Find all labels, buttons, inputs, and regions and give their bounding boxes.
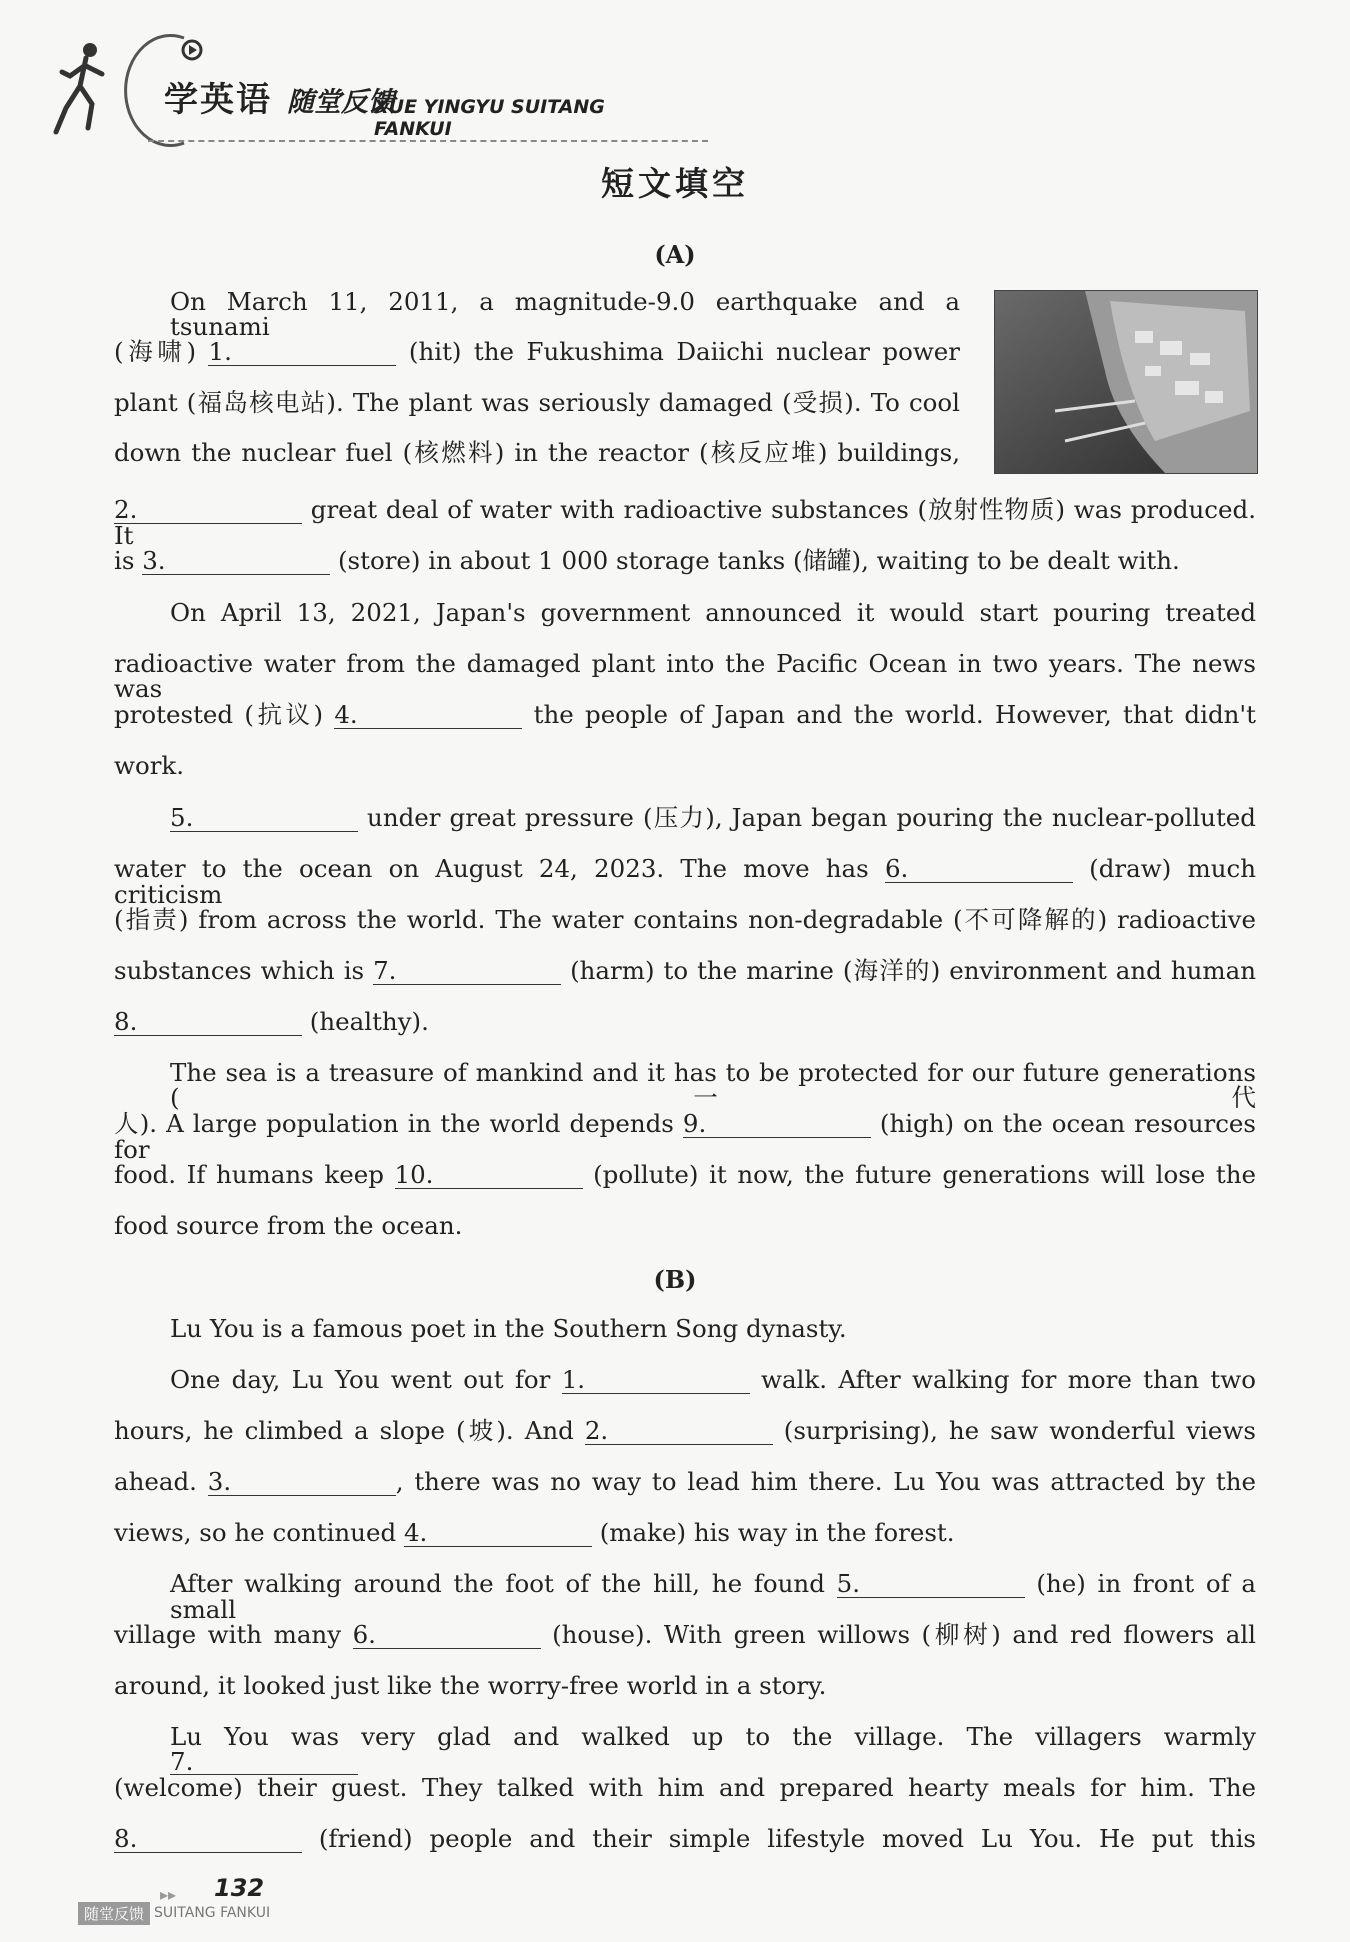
header-title-cn: 学英语: [164, 80, 272, 120]
header-divider: [148, 140, 708, 142]
line-text: The sea is a treasure of mankind and it has to be protected for our future generations (一代: [170, 1058, 1256, 1112]
answer-blank[interactable]: 7.: [170, 1750, 358, 1776]
line-text: 人). A large population in the world depends: [114, 1109, 683, 1138]
line-text: (high) on the ocean resources for: [114, 1109, 1256, 1164]
line-text: food. If humans keep: [114, 1160, 395, 1189]
passage-line: [114, 1467, 1256, 1496]
passage-line: [170, 1058, 1256, 1112]
line-text: Lu You was very glad and walked up to the village. The villagers warmly: [170, 1722, 1256, 1751]
line-text: (pollute) it now, the future generations will lose the: [582, 1160, 1256, 1189]
passage-line: [170, 1722, 1256, 1776]
passage-line: [170, 1314, 1256, 1343]
page-number: 132: [214, 1874, 265, 1902]
line-text: hours, he climbed a slope (坡). And: [114, 1416, 585, 1445]
passage-line: [114, 1518, 1256, 1547]
line-text: great deal of water with radioactive substances (放射性物质) was produced. It: [114, 495, 1256, 550]
footer-label-cn: 随堂反馈: [78, 1902, 150, 1925]
section-label-a: (A): [654, 240, 696, 269]
passage-line: [170, 803, 1256, 832]
line-text: On March 11, 2011, a magnitude-9.0 earthquake and a tsunami: [170, 287, 960, 341]
plant-photo: [994, 290, 1258, 474]
passage-line: [114, 1007, 1256, 1036]
answer-blank[interactable]: 2.: [585, 1419, 773, 1445]
line-text: substances which is: [114, 956, 374, 985]
line-text: (make) his way in the forest.: [591, 1518, 955, 1547]
passage-line: [114, 337, 960, 366]
passage-line: [114, 649, 1256, 703]
passage-line: [170, 598, 1256, 627]
header-title-en: XUE YINGYU SUITANG FANKUI: [374, 96, 605, 140]
line-text: (healthy).: [302, 1007, 429, 1036]
line-text: On April 13, 2021, Japan's government announced it would start pouring treated: [170, 598, 1256, 627]
line-text: (house). With green willows (柳树) and red flowers all: [540, 1620, 1256, 1649]
answer-blank[interactable]: 3.: [142, 549, 330, 575]
line-text: (store) in about 1 000 storage tanks (储罐), waiting to be dealt with.: [330, 546, 1180, 575]
passage-line: [170, 1365, 1257, 1394]
passage-line: [114, 700, 1256, 729]
answer-blank[interactable]: 7.: [373, 959, 561, 985]
line-text: (指责) from across the world. The water contains non-degradable (不可降解的) radioactive: [114, 905, 1256, 934]
passage-line: [114, 1211, 1256, 1240]
answer-blank[interactable]: 6.: [885, 857, 1073, 883]
answer-blank[interactable]: 1.: [562, 1368, 750, 1394]
answer-blank[interactable]: 10.: [395, 1163, 583, 1189]
line-text: (hit) the Fukushima Daiichi nuclear power: [396, 337, 960, 366]
line-text: down the nuclear fuel (核燃料) in the reactor (核反应堆) buildings,: [114, 438, 960, 467]
line-text: (draw) much criticism: [114, 854, 1256, 909]
page-header: [52, 28, 672, 138]
line-text: (welcome) their guest. They talked with him and prepared hearty meals for him. The: [114, 1773, 1256, 1802]
line-text: radioactive water from the damaged plant into the Pacific Ocean in two years. The news was: [114, 649, 1256, 703]
passage-line: [114, 1109, 1256, 1164]
line-text: is: [114, 546, 143, 575]
line-text: Lu You is a famous poet in the Southern Song dynasty.: [170, 1314, 847, 1343]
line-text: views, so he continued: [114, 1518, 404, 1547]
line-text: (he) in front of a small: [170, 1569, 1256, 1624]
answer-blank[interactable]: 2.: [114, 498, 302, 524]
passage-line: [114, 1160, 1256, 1189]
passage-line: [114, 1416, 1256, 1445]
line-text: water to the ocean on August 24, 2023. The move has: [114, 854, 885, 883]
footer-label-en: SUITANG FANKUI: [154, 1905, 271, 1921]
answer-blank[interactable]: 8.: [114, 1827, 302, 1853]
passage-line: [114, 854, 1256, 909]
passage-line: [114, 1671, 1256, 1700]
line-text: walk. After walking for more than two: [749, 1365, 1257, 1394]
line-text: One day, Lu You went out for: [170, 1365, 562, 1394]
line-text: around, it looked just like the worry-free world in a story.: [114, 1671, 827, 1700]
line-text: , there was no way to lead him there. Lu You was attracted by the: [395, 1467, 1256, 1496]
line-text: village with many: [114, 1620, 353, 1649]
answer-blank[interactable]: 4.: [334, 703, 522, 729]
page-title: 短文填空: [601, 164, 749, 203]
answer-blank[interactable]: 8.: [114, 1010, 302, 1036]
line-text: work.: [114, 751, 185, 780]
passage-line: [170, 1569, 1256, 1624]
answer-blank[interactable]: 5.: [837, 1572, 1025, 1598]
line-text: (harm) to the marine (海洋的) environment and human: [561, 956, 1257, 985]
footer-arrow-icon: ▸▸: [160, 1885, 177, 1904]
passage-line: [114, 1824, 1256, 1853]
line-text: (surprising), he saw wonderful views: [772, 1416, 1256, 1445]
passage-line: [170, 287, 960, 341]
line-text: plant (福岛核电站). The plant was seriously damaged (受损). To cool: [114, 388, 960, 417]
line-text: the people of Japan and the world. However, that didn't: [522, 700, 1256, 729]
answer-blank[interactable]: 6.: [353, 1623, 541, 1649]
answer-blank[interactable]: 4.: [404, 1521, 592, 1547]
footer-bar: [78, 1902, 270, 1924]
answer-blank[interactable]: 3.: [208, 1470, 396, 1496]
line-text: (海啸): [114, 337, 209, 366]
line-text: After walking around the foot of the hill, he found: [170, 1569, 837, 1598]
passage-line: [114, 1773, 1256, 1802]
passage-line: [114, 956, 1257, 985]
line-text: food source from the ocean.: [114, 1211, 463, 1240]
passage-line: [114, 388, 960, 417]
header-title-cn2: 随堂反馈: [287, 87, 395, 118]
answer-blank[interactable]: 5.: [170, 806, 358, 832]
passage-line: [114, 905, 1256, 934]
section-label-b: (B): [653, 1265, 697, 1294]
line-text: ahead.: [114, 1467, 208, 1496]
answer-blank[interactable]: 9.: [683, 1112, 871, 1138]
passage-line: [114, 438, 960, 467]
line-text: protested (抗议): [114, 700, 335, 729]
passage-line: [114, 751, 1256, 780]
answer-blank[interactable]: 1.: [208, 340, 396, 366]
passage-line: [114, 1620, 1256, 1649]
passage-line: [114, 495, 1256, 550]
line-text: under great pressure (压力), Japan began pouring the nuclear-polluted: [358, 803, 1256, 832]
line-text: (friend) people and their simple lifestyle moved Lu You. He put this: [302, 1824, 1256, 1853]
passage-line: [114, 546, 1256, 575]
